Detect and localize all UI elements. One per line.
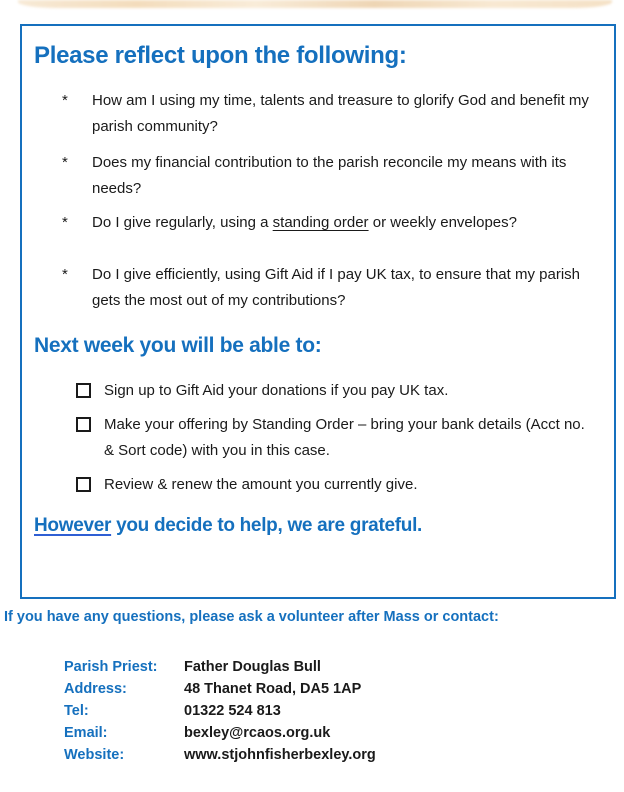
contact-label: Parish Priest: [64,659,158,675]
reflection-box [20,24,616,599]
contact-value: Father Douglas Bull [184,659,321,675]
contact-label: Website: [64,747,125,763]
checkbox-icon[interactable] [76,477,91,492]
email-link[interactable]: bexley@rcaos.org.uk [184,725,331,741]
standing-order-link[interactable]: standing order [272,214,369,231]
however-link[interactable]: However [34,515,112,536]
closing-text: you decide to help, we are grateful. [111,515,423,536]
bullet-text: Do I give efficiently, using Gift Aid if I pay UK tax, to ensure that my parish gets the most out of my contributions? [92,266,581,309]
phone-number[interactable]: 01322 524 813 [184,703,281,719]
checklist-label: Sign up to Gift Aid your donations if you pay UK tax. [104,382,449,399]
contact-label: Address: [64,681,127,697]
checklist-label: Make your offering by Standing Order – bring your bank details (Acct no. & Sort code) with you in this case. [104,416,585,459]
checkbox-icon[interactable] [76,383,91,398]
contact-label: Tel: [64,703,89,719]
next-week-heading: Next week you will be able to: [34,334,322,357]
asterisk-bullet-icon: * [62,266,68,283]
bullet-text-part: Do I give regularly, using a [92,214,273,231]
asterisk-bullet-icon: * [62,92,68,109]
checklist-label: Review & renew the amount you currently give. [104,476,418,493]
contact-label: Email: [64,725,108,741]
contact-value: 48 Thanet Road, DA5 1AP [184,681,362,697]
header-image-strip [18,0,612,8]
checkbox-icon[interactable] [76,417,91,432]
asterisk-bullet-icon: * [62,154,68,171]
asterisk-bullet-icon: * [62,214,68,231]
bullet-text [92,210,602,236]
closing-statement [34,515,422,537]
website-link[interactable]: www.stjohnfisherbexley.org [184,747,376,763]
questions-note: If you have any questions, please ask a volunteer after Mass or contact: [4,609,499,625]
bullet-text: Does my financial contribution to the parish reconcile my means with its needs? [92,154,567,197]
reflect-heading: Please reflect upon the following: [34,42,407,69]
bullet-text: How am I using my time, talents and treasure to glorify God and benefit my parish community? [92,92,589,135]
bullet-text-part: or weekly envelopes? [368,214,517,231]
